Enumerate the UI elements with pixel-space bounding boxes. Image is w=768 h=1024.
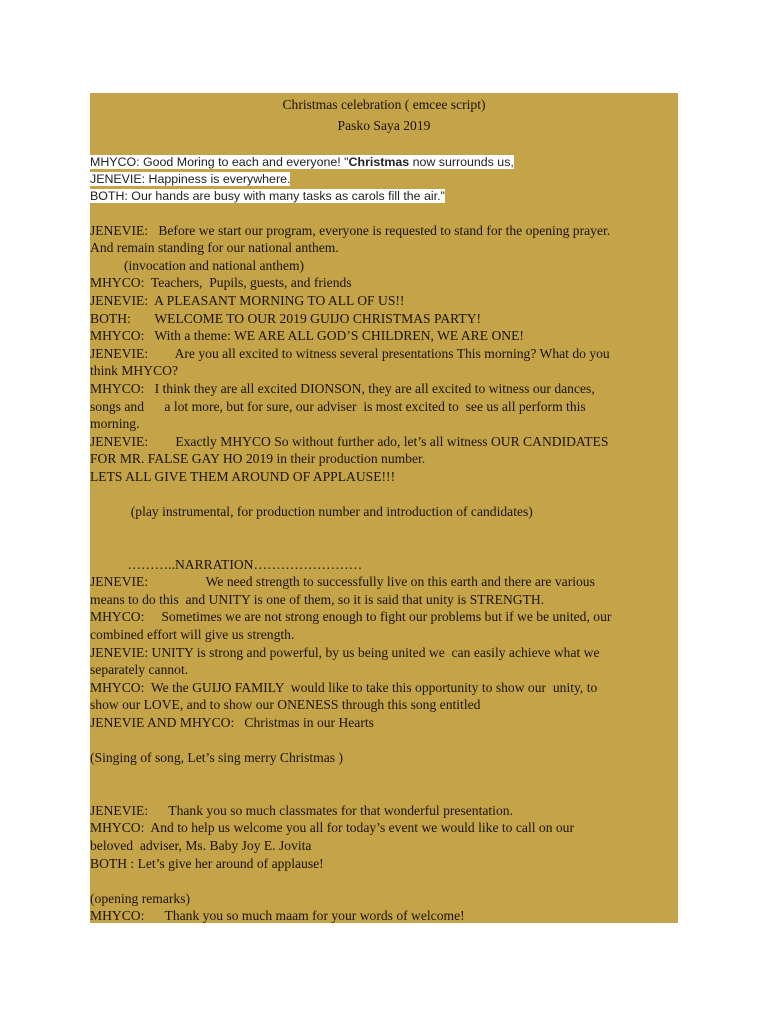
highlight-line-3: BOTH: Our hands are busy with many tasks as carols fill the air." <box>90 189 445 203</box>
script-line: MHYCO: And to help us welcome you all for today’s event we would like to call on our <box>90 820 575 836</box>
script-line: MHYCO: We the GUIJO FAMILY would like to take this opportunity to show our unity, to <box>90 679 598 695</box>
opening-remarks-note: (opening remarks) <box>90 890 191 906</box>
script-line: morning. <box>90 416 140 432</box>
script-line: JENEVIE: A PLEASANT MORNING TO ALL OF US!! <box>90 292 405 308</box>
opening-section <box>90 222 678 486</box>
script-line: combined effort will give us strength. <box>90 627 295 643</box>
script-line: think MHYCO? <box>90 363 178 379</box>
script-line: JENEVIE: Exactly MHYCO So without further ado, let’s all witness OUR CANDIDATES <box>90 433 609 449</box>
script-line: LETS ALL GIVE THEM AROUND OF APPLAUSE!!! <box>90 468 396 484</box>
script-line: MHYCO: Thank you so much maam for your words of welcome! <box>90 908 465 923</box>
script-line: JENEVIE: Are you all excited to witness several presentations This morning? What do you <box>90 345 610 361</box>
narration-section <box>90 556 678 732</box>
script-line: BOTH : Let’s give her around of applause! <box>90 855 324 871</box>
script-line: songs and a lot more, but for sure, our adviser is most excited to see us all perform this <box>90 398 586 414</box>
script-line: And remain standing for our national anthem. <box>90 240 339 256</box>
production-note: (play instrumental, for production number and introduction of candidates) <box>90 504 533 520</box>
script-line: JENEVIE: We need strength to successfully live on this earth and there are various <box>90 574 595 590</box>
script-line: JENEVIE: UNITY is strong and powerful, by us being united we can easily achieve what we <box>90 644 600 660</box>
closing-section <box>90 802 678 923</box>
document-subtitle: Pasko Saya 2019 <box>337 118 431 133</box>
script-line: FOR MR. FALSE GAY HO 2019 in their production number. <box>90 451 426 467</box>
highlighted-block <box>90 153 678 204</box>
highlight-line-1-post: now surrounds us, <box>409 155 514 169</box>
script-line: JENEVIE AND MHYCO: Christmas in our Hearts <box>90 715 374 731</box>
script-line: JENEVIE: Thank you so much classmates for that wonderful presentation. <box>90 802 513 818</box>
script-line: BOTH: WELCOME TO OUR 2019 GUIJO CHRISTMAS PARTY! <box>90 310 482 326</box>
script-line: beloved adviser, Ms. Baby Joy E. Jovita <box>90 838 312 853</box>
highlight-line-1 <box>90 155 514 169</box>
script-line: show our LOVE, and to show our ONENESS through this song entitled <box>90 697 481 713</box>
highlight-line-2: JENEVIE: Happiness is everywhere. <box>90 172 291 186</box>
script-line: MHYCO: Sometimes we are not strong enough to fight our problems but if we be united, our <box>90 609 612 625</box>
script-line: JENEVIE: Before we start our program, everyone is requested to stand for the opening prayer. <box>90 222 611 238</box>
song-note: (Singing of song, Let’s sing merry Christmas ) <box>90 750 343 766</box>
script-line: separately cannot. <box>90 662 189 678</box>
script-line: MHYCO: I think they are all excited DIONSON, they are all excited to witness our dances, <box>90 380 595 396</box>
script-line: MHYCO: Teachers, Pupils, guests, and friends <box>90 275 352 291</box>
script-line: MHYCO: With a theme: WE ARE ALL GOD’S CHILDREN, WE ARE ONE! <box>90 328 524 344</box>
document-page <box>90 93 678 923</box>
highlight-line-1-bold: Christmas <box>348 155 410 169</box>
highlight-line-1-pre: MHYCO: Good Moring to each and everyone! " <box>90 155 349 169</box>
document-title: Christmas celebration ( emcee script) <box>282 97 486 112</box>
script-line: means to do this and UNITY is one of them, so it is said that unity is STRENGTH. <box>90 591 545 607</box>
narration-heading: ………..NARRATION…………………… <box>90 556 363 572</box>
script-line: (invocation and national anthem) <box>90 257 305 273</box>
